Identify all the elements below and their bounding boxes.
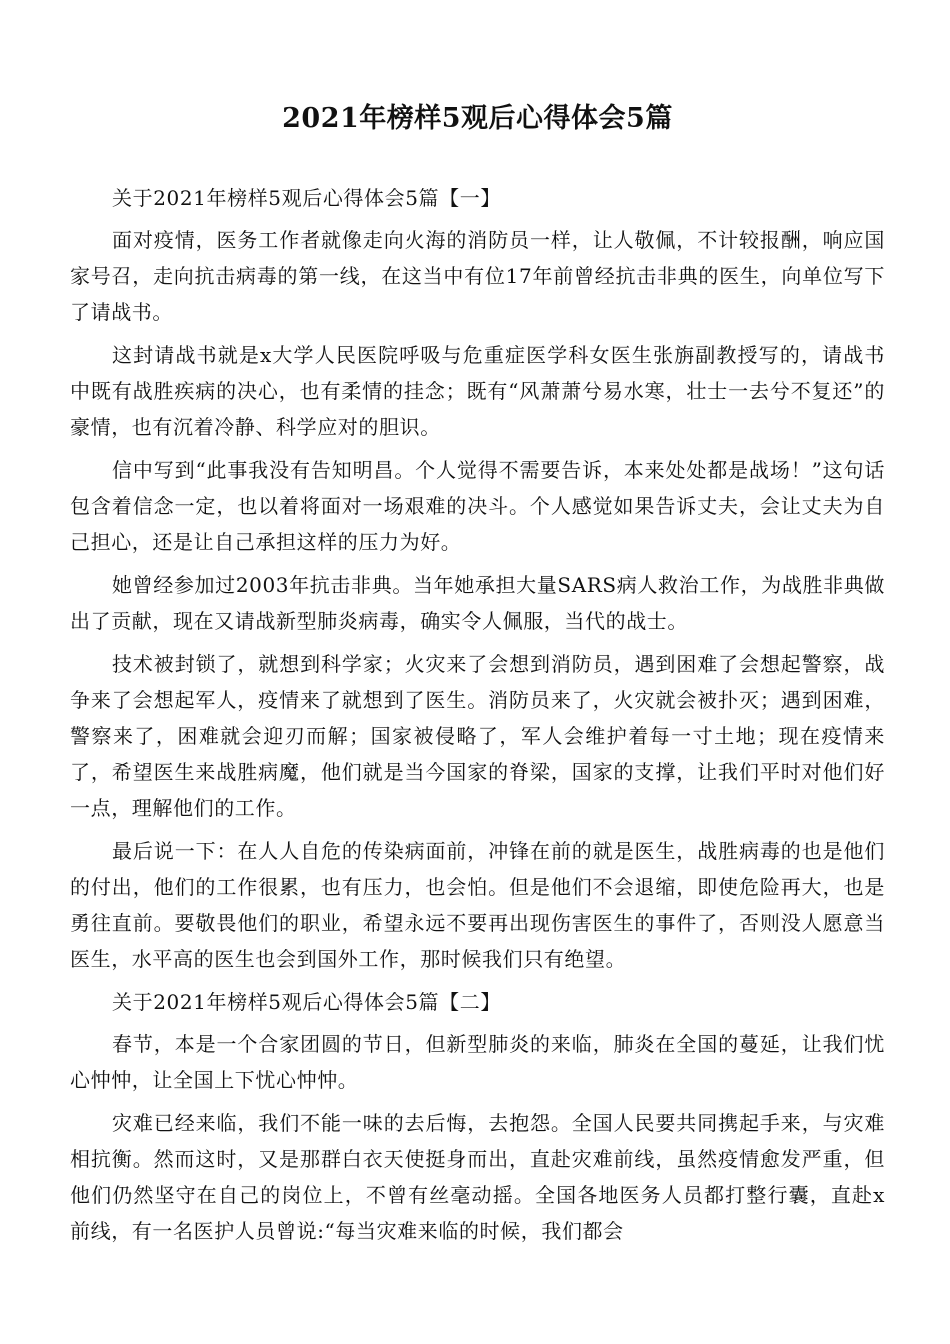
paragraph: 信中写到“此事我没有告知明昌。个人觉得不需要告诉，本来处处都是战场！”这句话包含着信念一定，也以着将面对一场艰难的决斗。个人感觉如果告诉丈夫，会让丈夫为自己担心，还是让自己承担这样的压力为好。 — [70, 458, 885, 554]
section-heading-2: 关于2021年榜样5观后心得体会5篇【二】 — [112, 990, 501, 1014]
paragraph: 这封请战书就是x大学人民医院呼吸与危重症医学科女医生张旃副教授写的，请战书中既有战胜疾病的决心，也有柔情的挂念；既有“风萧萧兮易水寒，壮士一去兮不复还”的豪情，也有沉着冷静、科学应对的胆识。 — [70, 343, 885, 439]
paragraph: 技术被封锁了，就想到科学家；火灾来了会想到消防员，遇到困难了会想起警察，战争来了会想起军人，疫情来了就想到了医生。消防员来了，火灾就会被扑灭；遇到困难，警察来了，困难就会迎刃而解；国家被侵略了，军人会维护着每一寸土地；现在疫情来了，希望医生来战胜病魔，他们就是当今国家的脊梁，国家的支撑，让我们平时对他们好一点，理解他们的工作。 — [70, 652, 885, 820]
paragraph: 她曾经参加过2003年抗击非典。当年她承担大量SARS病人救治工作，为战胜非典做出了贡献，现在又请战新型肺炎病毒，确实令人佩服，当代的战士。 — [70, 573, 885, 633]
paragraph: 灾难已经来临，我们不能一味的去后悔，去抱怨。全国人民要共同携起手来，与灾难相抗衡。然而这时，又是那群白衣天使挺身而出，直赴灾难前线，虽然疫情愈发严重，但他们仍然坚守在自己的岗位上，不曾有丝毫动摇。全国各地医务人员都打整行囊，直赴x前线，有一名医护人员曾说:“每当灾难来临的时候，我们都会 — [70, 1111, 885, 1243]
section-heading-1: 关于2021年榜样5观后心得体会5篇【一】 — [112, 186, 501, 210]
document-title: 2021年榜样5观后心得体会5篇 — [282, 103, 673, 134]
paragraph: 最后说一下：在人人自危的传染病面前，冲锋在前的就是医生，战胜病毒的也是他们的付出，他们的工作很累，也有压力，也会怕。但是他们不会退缩，即使危险再大，也是勇往直前。要敬畏他们的职业，希望永远不要再出现伤害医生的事件了，否则没人愿意当医生，水平高的医生也会到国外工作，那时候我们只有绝望。 — [70, 839, 885, 971]
document-body — [70, 180, 885, 1256]
paragraph: 面对疫情，医务工作者就像走向火海的消防员一样，让人敬佩，不计较报酬，响应国家号召，走向抗击病毒的第一线，在这当中有位17年前曾经抗击非典的医生，向单位写下了请战书。 — [70, 228, 885, 324]
paragraph: 春节，本是一个合家团圆的节日，但新型肺炎的来临，肺炎在全国的蔓延，让我们忧心忡忡，让全国上下忧心忡忡。 — [70, 1032, 885, 1092]
